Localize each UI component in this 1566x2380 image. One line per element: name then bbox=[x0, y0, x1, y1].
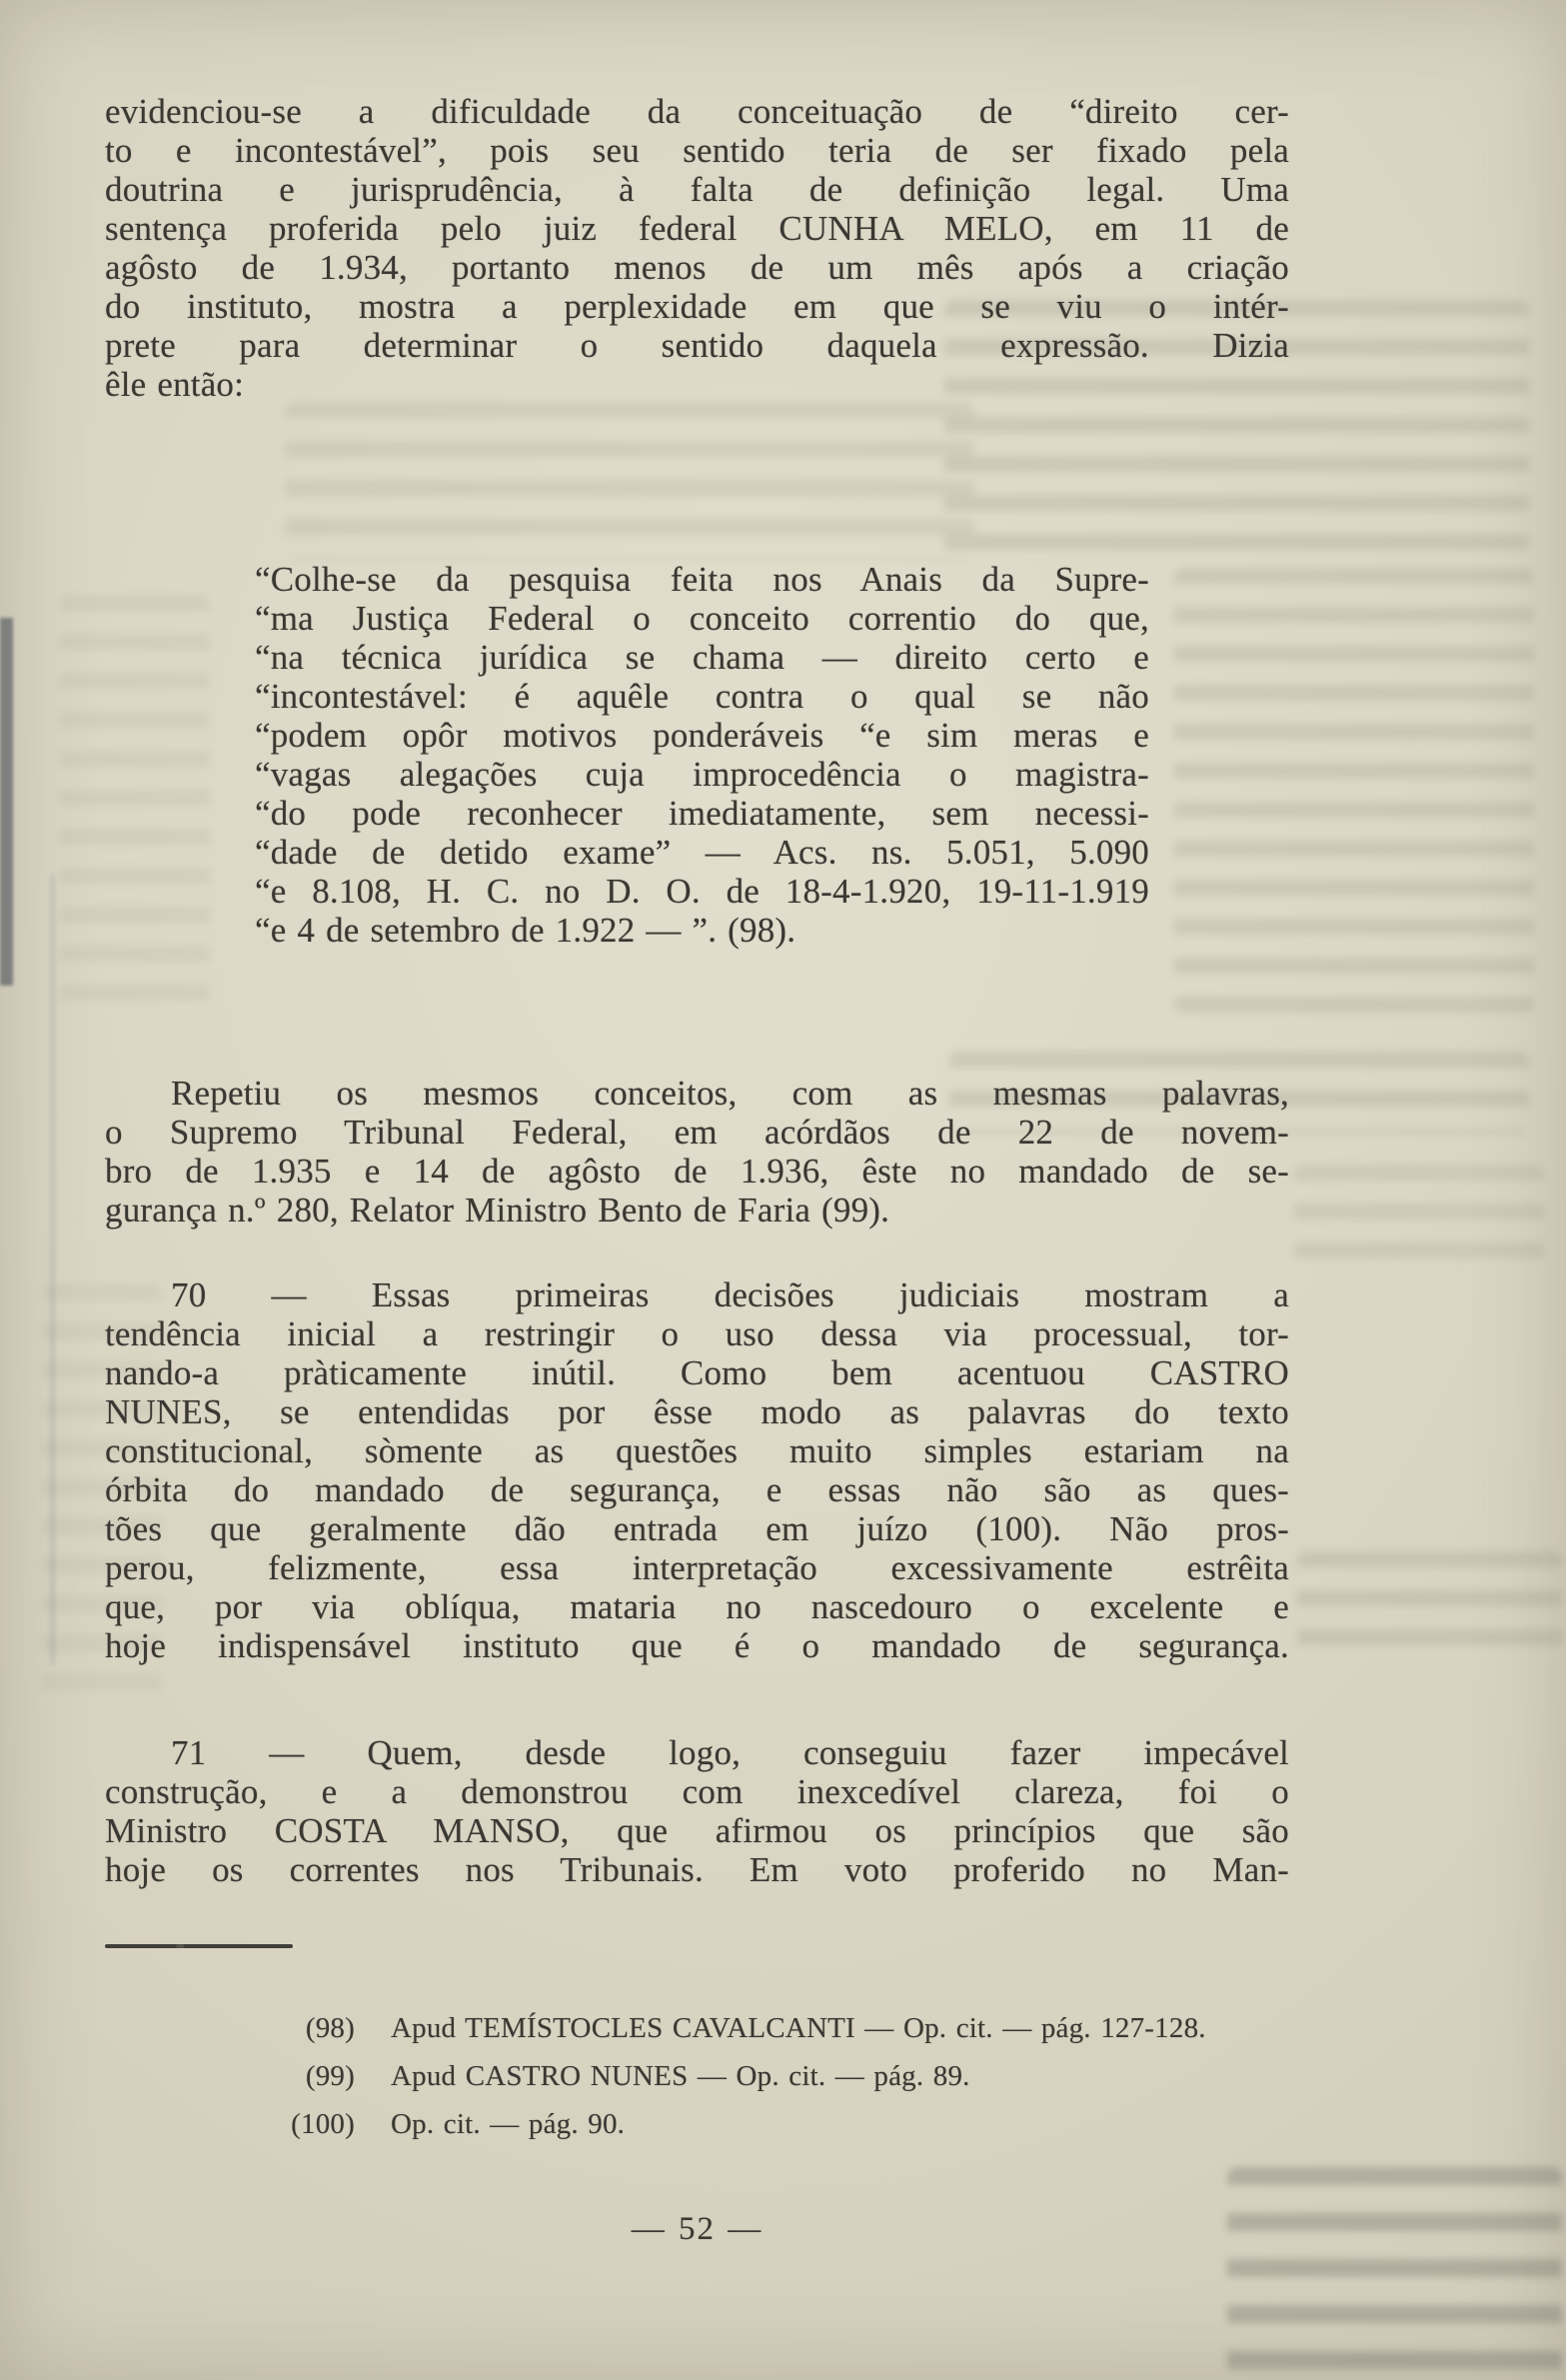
text-column bbox=[105, 0, 1289, 2249]
quote-line: “podem opôr motivos ponderáveis “e sim meras e bbox=[255, 716, 1149, 755]
page-number: — 52 — bbox=[631, 2211, 764, 2247]
bleedthrough-smudge bbox=[1294, 1165, 1544, 1274]
text-line: to e incontestável”, pois seu sentido teria de ser fixado pela bbox=[105, 131, 1289, 170]
footnote-100 bbox=[105, 2100, 1289, 2148]
text-line: tões que geralmente dão entrada em juízo (100). Não pros- bbox=[105, 1509, 1289, 1548]
text-line: construção, e a demonstrou com inexcedível clareza, foi o bbox=[105, 1772, 1289, 1811]
text-line: 71 — Quem, desde logo, conseguiu fazer impecável bbox=[171, 1733, 1289, 1772]
footnote-text: Apud CASTRO NUNES — Op. cit. — pág. 89. bbox=[391, 2060, 970, 2092]
quote-line: “incontestável: é aquêle contra o qual se não bbox=[255, 677, 1149, 716]
text-line: doutrina e jurisprudência, à falta de definição legal. Uma bbox=[105, 170, 1289, 209]
quote-line: “na técnica jurídica se chama — direito certo e bbox=[255, 638, 1149, 677]
footnote-divider bbox=[105, 1944, 293, 1948]
quote-line: “e 4 de setembro de 1.922 — ”. (98). bbox=[255, 911, 796, 950]
footnote-text: Op. cit. — pág. 90. bbox=[391, 2108, 626, 2140]
footnote-marker: (100) bbox=[291, 2108, 355, 2140]
text-line: 70 — Essas primeiras decisões judiciais mostram a bbox=[171, 1275, 1289, 1314]
text-line: perou, felizmente, essa interpretação excessivamente estrêita bbox=[105, 1548, 1289, 1587]
footnote-99 bbox=[105, 2052, 1289, 2100]
quote-line: “vagas alegações cuja improcedência o magistra- bbox=[255, 755, 1149, 794]
text-line: nando-a pràticamente inútil. Como bem acentuou CASTRO bbox=[105, 1353, 1289, 1392]
quote-line: “e 8.108, H. C. no D. O. de 18-4-1.920, 19-11-1.919 bbox=[255, 872, 1149, 911]
paragraph-repetiu bbox=[105, 1074, 1289, 1229]
footnote-text: Apud TEMÍSTOCLES CAVALCANTI — Op. cit. — pág. 127-128. bbox=[391, 2012, 1206, 2044]
quote-line: “do pode reconhecer imediatamente, sem necessi- bbox=[255, 794, 1149, 833]
text-line: constitucional, sòmente as questões muito simples estariam na bbox=[105, 1431, 1289, 1470]
text-line: tendência inicial a restringir o uso dessa via processual, tor- bbox=[105, 1314, 1289, 1353]
text-line: hoje indispensável instituto que é o mandado de segurança. bbox=[105, 1626, 1289, 1665]
paragraph-continuation bbox=[105, 92, 1289, 404]
paragraph-70 bbox=[105, 1275, 1289, 1665]
text-line: bro de 1.935 e 14 de agôsto de 1.936, êste no mandado de se- bbox=[105, 1152, 1289, 1190]
text-line: Repetiu os mesmos conceitos, com as mesmas palavras, bbox=[171, 1074, 1289, 1113]
text-line: Ministro COSTA MANSO, que afirmou os princípios que são bbox=[105, 1811, 1289, 1850]
footnote-marker: (98) bbox=[305, 2012, 355, 2044]
blockquote-cunha-melo bbox=[255, 560, 1149, 950]
text-line: prete para determinar o sentido daquela expressão. Dizia bbox=[105, 326, 1289, 365]
bleedthrough-smudge bbox=[1297, 1551, 1562, 1653]
text-line: órbita do mandado de segurança, e essas não são as ques- bbox=[105, 1470, 1289, 1509]
footnote-marker: (99) bbox=[305, 2060, 355, 2092]
text-line: hoje os correntes nos Tribunais. Em voto proferido no Man- bbox=[105, 1850, 1289, 1889]
text-line: que, por via oblíqua, mataria no nascedouro o excelente e bbox=[105, 1587, 1289, 1626]
text-line: o Supremo Tribunal Federal, em acórdãos de 22 de novem- bbox=[105, 1113, 1289, 1152]
text-line: agôsto de 1.934, portanto menos de um mês após a criação bbox=[105, 248, 1289, 287]
text-line: evidenciou-se a dificuldade da conceituação de “direito cer- bbox=[105, 92, 1289, 131]
quote-line: “Colhe-se da pesquisa feita nos Anais da Supre- bbox=[255, 560, 1149, 599]
footnotes bbox=[105, 2004, 1289, 2148]
footnote-98 bbox=[105, 2004, 1289, 2052]
text-line: gurança n.º 280, Relator Ministro Bento de Faria (99). bbox=[105, 1190, 890, 1229]
gutter-shadow bbox=[50, 875, 55, 1664]
text-line: NUNES, se entendidas por êsse modo as palavras do texto bbox=[105, 1392, 1289, 1431]
text-line: sentença proferida pelo juiz federal CUNHA MELO, em 11 de bbox=[105, 209, 1289, 248]
text-line: êle então: bbox=[105, 365, 245, 404]
paragraph-71 bbox=[105, 1733, 1289, 1889]
quote-line: “ma Justiça Federal o conceito correntio do que, bbox=[255, 599, 1149, 638]
text-line: do instituto, mostra a perplexidade em que se viu o intér- bbox=[105, 287, 1289, 326]
quote-line: “dade de detido exame” — Acs. ns. 5.051, 5.090 bbox=[255, 833, 1149, 872]
page-edge-mark bbox=[0, 618, 13, 986]
